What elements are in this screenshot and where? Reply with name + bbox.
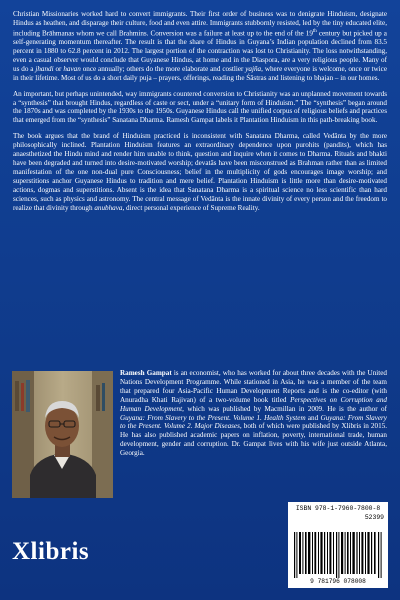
barcode-label [288, 502, 388, 588]
blurb-paragraph-2: An important, but perhaps unintended, way immigrants countered conversion to Christianity was an unplanned movement towards a “synthesis” that brought Hindus, regardless of caste or sect, under a “unitary form of Hinduism.” The “synthesis” began around the 1870s and was completed by the 1930s to the 1950s. Guyanese Hindus call the unified corpus of religious beliefs and practices that emerged from the “synthesis” Sanatana Dharma. Ramesh Gampat labels it Plantation Hinduism in this path-breaking book. [13, 89, 387, 125]
barcode-digits: 9 781796 078008 [310, 578, 366, 585]
publisher-logo: Xlibris [12, 538, 90, 565]
blurb-paragraph-3: The book argues that the brand of Hinduism practiced is inconsistent with Sanatana Dharma, called Vedānta by the more philosophically inclined. Plantation Hinduism features an extraordinary dependence upon purohits (pandits), which has anaesthetized the Hindu mind and render him unable to think, question and inquire when it comes to Dharma. Rituals and bhakti have been degraded and turned into desire-motivated worship; devatās have been misconstrued as Brahman rather than as limited manifestation of the one non-dual pure Consciousness; belief in the multiplicity of gods encourages image worship; and superstitions anchor Guyanese Hindus to tradition and mere belief. Plantation Hinduism is little more than desire-motivated actions, dogmas and superstitions. Absent is the idea that Sanatana Dharma is a spiritual science no less scientific than hard sciences, such as physics and astronomy. The central message of Vedānta is the innate divinity of every person and the freedom to realize that divinity through anubhava, direct personal experience of Supreme Reality. [13, 132, 387, 212]
price-code: 52399 [364, 514, 384, 521]
isbn-text: ISBN 978-1-7960-7800-8 [295, 505, 381, 512]
blurb-paragraph-1: Christian Missionaries worked hard to convert immigrants. Their first order of business was to denigrate Hinduism, designate Hindus as heathen, and disparage their culture, food and even attire. Immigrants stubbornly resisted, led by the tiny educated elite, including Brāhmanas whom we call Brahmins. Conversion was a failure at least up to the end of the 19th century but picked up a self-generating momentum thereafter. The result is that the share of Hindus in Guyana’s Indian population declined from 83.5 percent in 1880 to 62.8 percent in 2012. The largest portion of the contraction was lost to Christianity. The loss notwithstanding, even a casual observer would conclude that Guyanese Hindus, at home and in the Diaspora, are a very religious people. Many of us do a jhandi or havan once annually; others do the more elaborate and costlier yajña, where everyone is welcome, once or twice in their lifetime. Most of us do a short daily puja – prayers, offerings, reading the Śāstras and listening to bhajan – in our homes. [13, 10, 388, 82]
blurb-text [13, 10, 387, 212]
book-title-volume-2: Guyana: From Slavery to the Present. Volume 2. Major Diseases [120, 413, 387, 431]
author-name: Ramesh Gampat [120, 369, 172, 377]
author-bio: Ramesh Gampat is an economist, who has worked for about three decades with the United Nations Development Programme. While stationed in Asia, he was a member of the team that prepared four Asia-Pacific Human Development Reports and is the co-editor (with Anuradha Khati Rajivan) of a two-volume book titled Perspectives on Corruption and Human Development, which was published by Macmillan in 2009. He is the author of Guyana: From Slavery to the Present. Volume 1. Health System and Guyana: From Slavery to the Present. Volume 2. Major Diseases, both of which were published by Xlibris in 2015. He has also published academic papers on inflation, poverty, international trade, human development, gender and corruption. Dr. Gampat lives with his wife just outside Atlanta, Georgia. [120, 369, 387, 458]
superscript-th: th [312, 28, 317, 34]
book-title-perspectives: Perspectives on Corruption and Human Development [120, 395, 387, 413]
barcode-icon [294, 522, 382, 578]
author-photo [12, 371, 113, 498]
book-title-volume-1: Guyana: From Slavery to the Present. Volume 1. Health System [120, 413, 306, 422]
author-portrait-image [12, 371, 113, 498]
